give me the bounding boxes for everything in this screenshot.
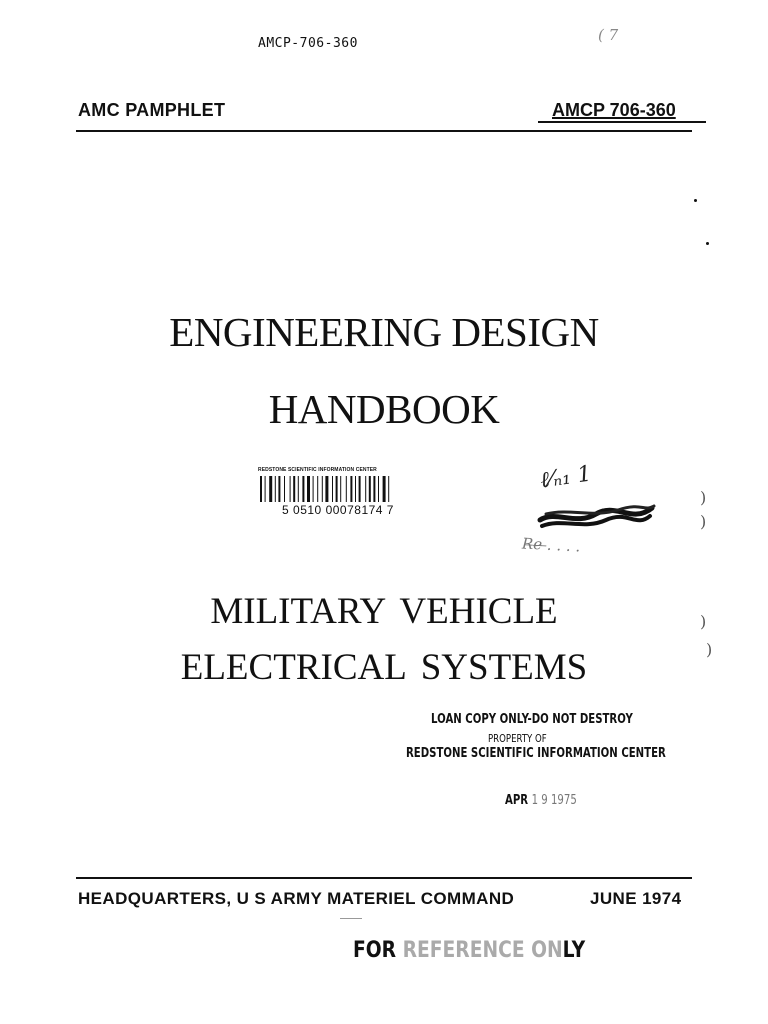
faint-handwritten-note: R̶e̶ ̶. . . . [521, 534, 581, 556]
loan-stamp-line2: PROPERTY OF [488, 732, 547, 745]
document-number-underline [538, 121, 706, 123]
pamphlet-label: AMC PAMPHLET [78, 100, 226, 120]
barcode-caption: REDSTONE SCIENTIFIC INFORMATION CENTER [258, 467, 377, 473]
issuing-organization: HEADQUARTERS, U S ARMY MATERIEL COMMAND [78, 889, 515, 908]
margin-mark: ) [700, 488, 707, 507]
document-number: AMCP 706-360 [552, 100, 676, 120]
margin-dot [694, 199, 697, 202]
loan-stamp-line1: LOAN COPY ONLY-DO NOT DESTROY [431, 712, 633, 727]
barcode-number: 5 0510 00078174 7 [282, 503, 394, 517]
reference-stamp-end: LY [562, 938, 586, 963]
date-stamp-month: APR [505, 793, 529, 808]
barcode-bars [260, 476, 416, 502]
handbook-title-line1: ENGINEERING DESIGN [169, 309, 599, 355]
date-stamp-faint: 1 9 1975 [531, 793, 577, 808]
handwritten-note: ℓ⁄ₙ₁ 1 [538, 461, 594, 494]
reference-stamp-faint: REFERENCE ON [396, 938, 563, 963]
margin-mark: ) [706, 640, 713, 659]
reference-only-stamp [353, 938, 585, 963]
subject-title-line1: MILITARY VEHICLE [210, 591, 558, 632]
subject-title-line2: ELECTRICAL SYSTEMS [180, 647, 588, 688]
received-date-stamp [505, 793, 577, 808]
ink-scribble [536, 498, 656, 534]
margin-mark: ) [700, 512, 707, 531]
header-rule [76, 130, 692, 132]
publication-date: JUNE 1974 [590, 889, 682, 908]
top-document-code: AMCP-706-360 [258, 36, 358, 51]
handbook-title-line2: HANDBOOK [268, 386, 500, 432]
library-barcode-label [258, 467, 418, 519]
footer-rule [76, 877, 692, 879]
reference-stamp-start: FOR [353, 938, 397, 963]
margin-mark: ) [700, 612, 707, 631]
loan-stamp-line3: REDSTONE SCIENTIFIC INFORMATION CENTER [406, 746, 666, 761]
margin-dot [706, 242, 709, 245]
faint-mark [340, 918, 362, 919]
pencil-mark-top: ( 7 [598, 26, 619, 44]
